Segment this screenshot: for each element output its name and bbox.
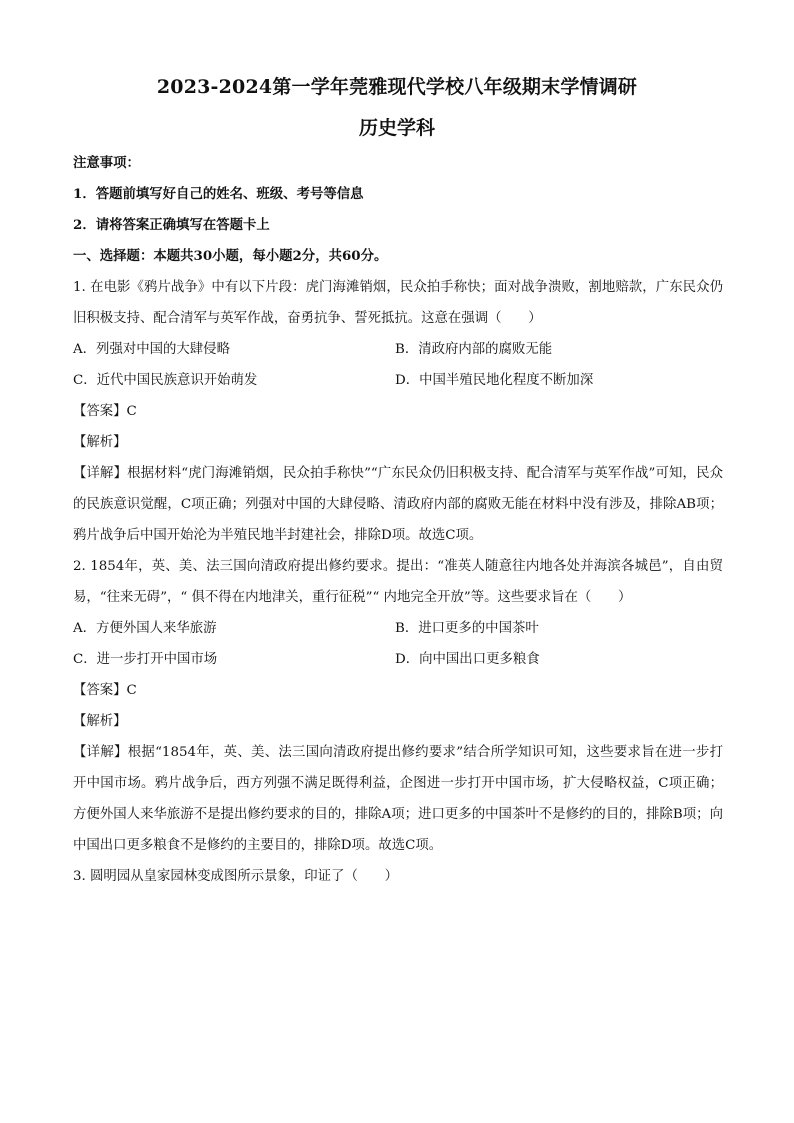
exam-content bbox=[73, 148, 723, 892]
question-2-stem: 2. 1854年，英、美、法三国向清政府提出修约要求。提出：“准英人随意往内地各处并海滨各城邑”，自由贸易，“往来无碍”，“ 俱不得在内地津关，重行征税”“ 内地完全开放”等。这些要求旨在（ ） bbox=[73, 559, 723, 605]
question-2-options-row-1 bbox=[73, 613, 723, 644]
question-1-option-c: C．近代中国民族意识开始萌发 bbox=[73, 373, 258, 388]
question-2-option-b: B．进口更多的中国茶叶 bbox=[395, 621, 539, 636]
note-item-2: 2．请将答案正确填写在答题卡上 bbox=[73, 217, 270, 233]
question-2-analysis-label: 【解析】 bbox=[73, 714, 127, 729]
exam-title: 2023-2024第一学年莞雅现代学校八年级期末学情调研 bbox=[156, 76, 638, 98]
question-2-option-c: C．进一步打开中国市场 bbox=[73, 652, 218, 667]
question-2-option-a: A．方便外国人来华旅游 bbox=[73, 621, 217, 636]
question-1-option-a: A．列强对中国的大肆侵略 bbox=[73, 342, 230, 357]
question-1-analysis-label: 【解析】 bbox=[73, 435, 127, 450]
question-1-options-row-1 bbox=[73, 334, 723, 365]
question-1-answer: 【答案】C bbox=[73, 404, 137, 419]
question-1-stem: 1. 在电影《鸦片战争》中有以下片段：虎门海滩销烟，民众拍手称快；面对战争溃败，割地赔款，广东民众仍旧积极支持、配合清军与英军作战，奋勇抗争、誓死抵抗。这意在强调（ ） bbox=[73, 280, 723, 326]
question-1-detail: 【详解】根据材料“虎门海滩销烟，民众拍手称快”“广东民众仍旧积极支持、配合清军与英军作战”可知，民众的民族意识觉醒，C项正确；列强对中国的大肆侵略、清政府内部的腐败无能在材料中没有涉及，排除AB项；鸦片战争后中国开始沦为半殖民地半封建社会，排除D项。故选C项。 bbox=[73, 466, 723, 543]
question-2-answer: 【答案】C bbox=[73, 683, 137, 698]
question-3-stem: 3. 圆明园从皇家园林变成图所示景象，印证了（ ） bbox=[73, 869, 399, 884]
question-2-options-row-2 bbox=[73, 644, 723, 675]
question-1-options-row-2 bbox=[73, 365, 723, 396]
question-2-option-d: D．向中国出口更多粮食 bbox=[395, 652, 540, 667]
exam-subject: 历史学科 bbox=[358, 117, 435, 139]
question-1-option-b: B．清政府内部的腐败无能 bbox=[395, 342, 553, 357]
section-heading: 一、选择题：本题共30小题，每小题2分，共60分。 bbox=[73, 248, 388, 264]
notes-heading: 注意事项： bbox=[73, 155, 140, 171]
question-2-detail: 【详解】根据“1854年，英、美、法三国向清政府提出修约要求”结合所学知识可知，这些要求旨在进一步打开中国市场。鸦片战争后，西方列强不满足既得利益，企图进一步打开中国市场，扩大侵略权益，C项正确；方便外国人来华旅游不是提出修约要求的目的，排除A项；进口更多的中国茶叶不是修约的目的，排除B项；向中国出口更多粮食不是修约的主要目的，排除D项。故选C项。 bbox=[73, 745, 723, 853]
question-1-option-d: D．中国半殖民地化程度不断加深 bbox=[395, 373, 594, 388]
note-item-1: 1．答题前填写好自己的姓名、班级、考号等信息 bbox=[73, 186, 364, 202]
